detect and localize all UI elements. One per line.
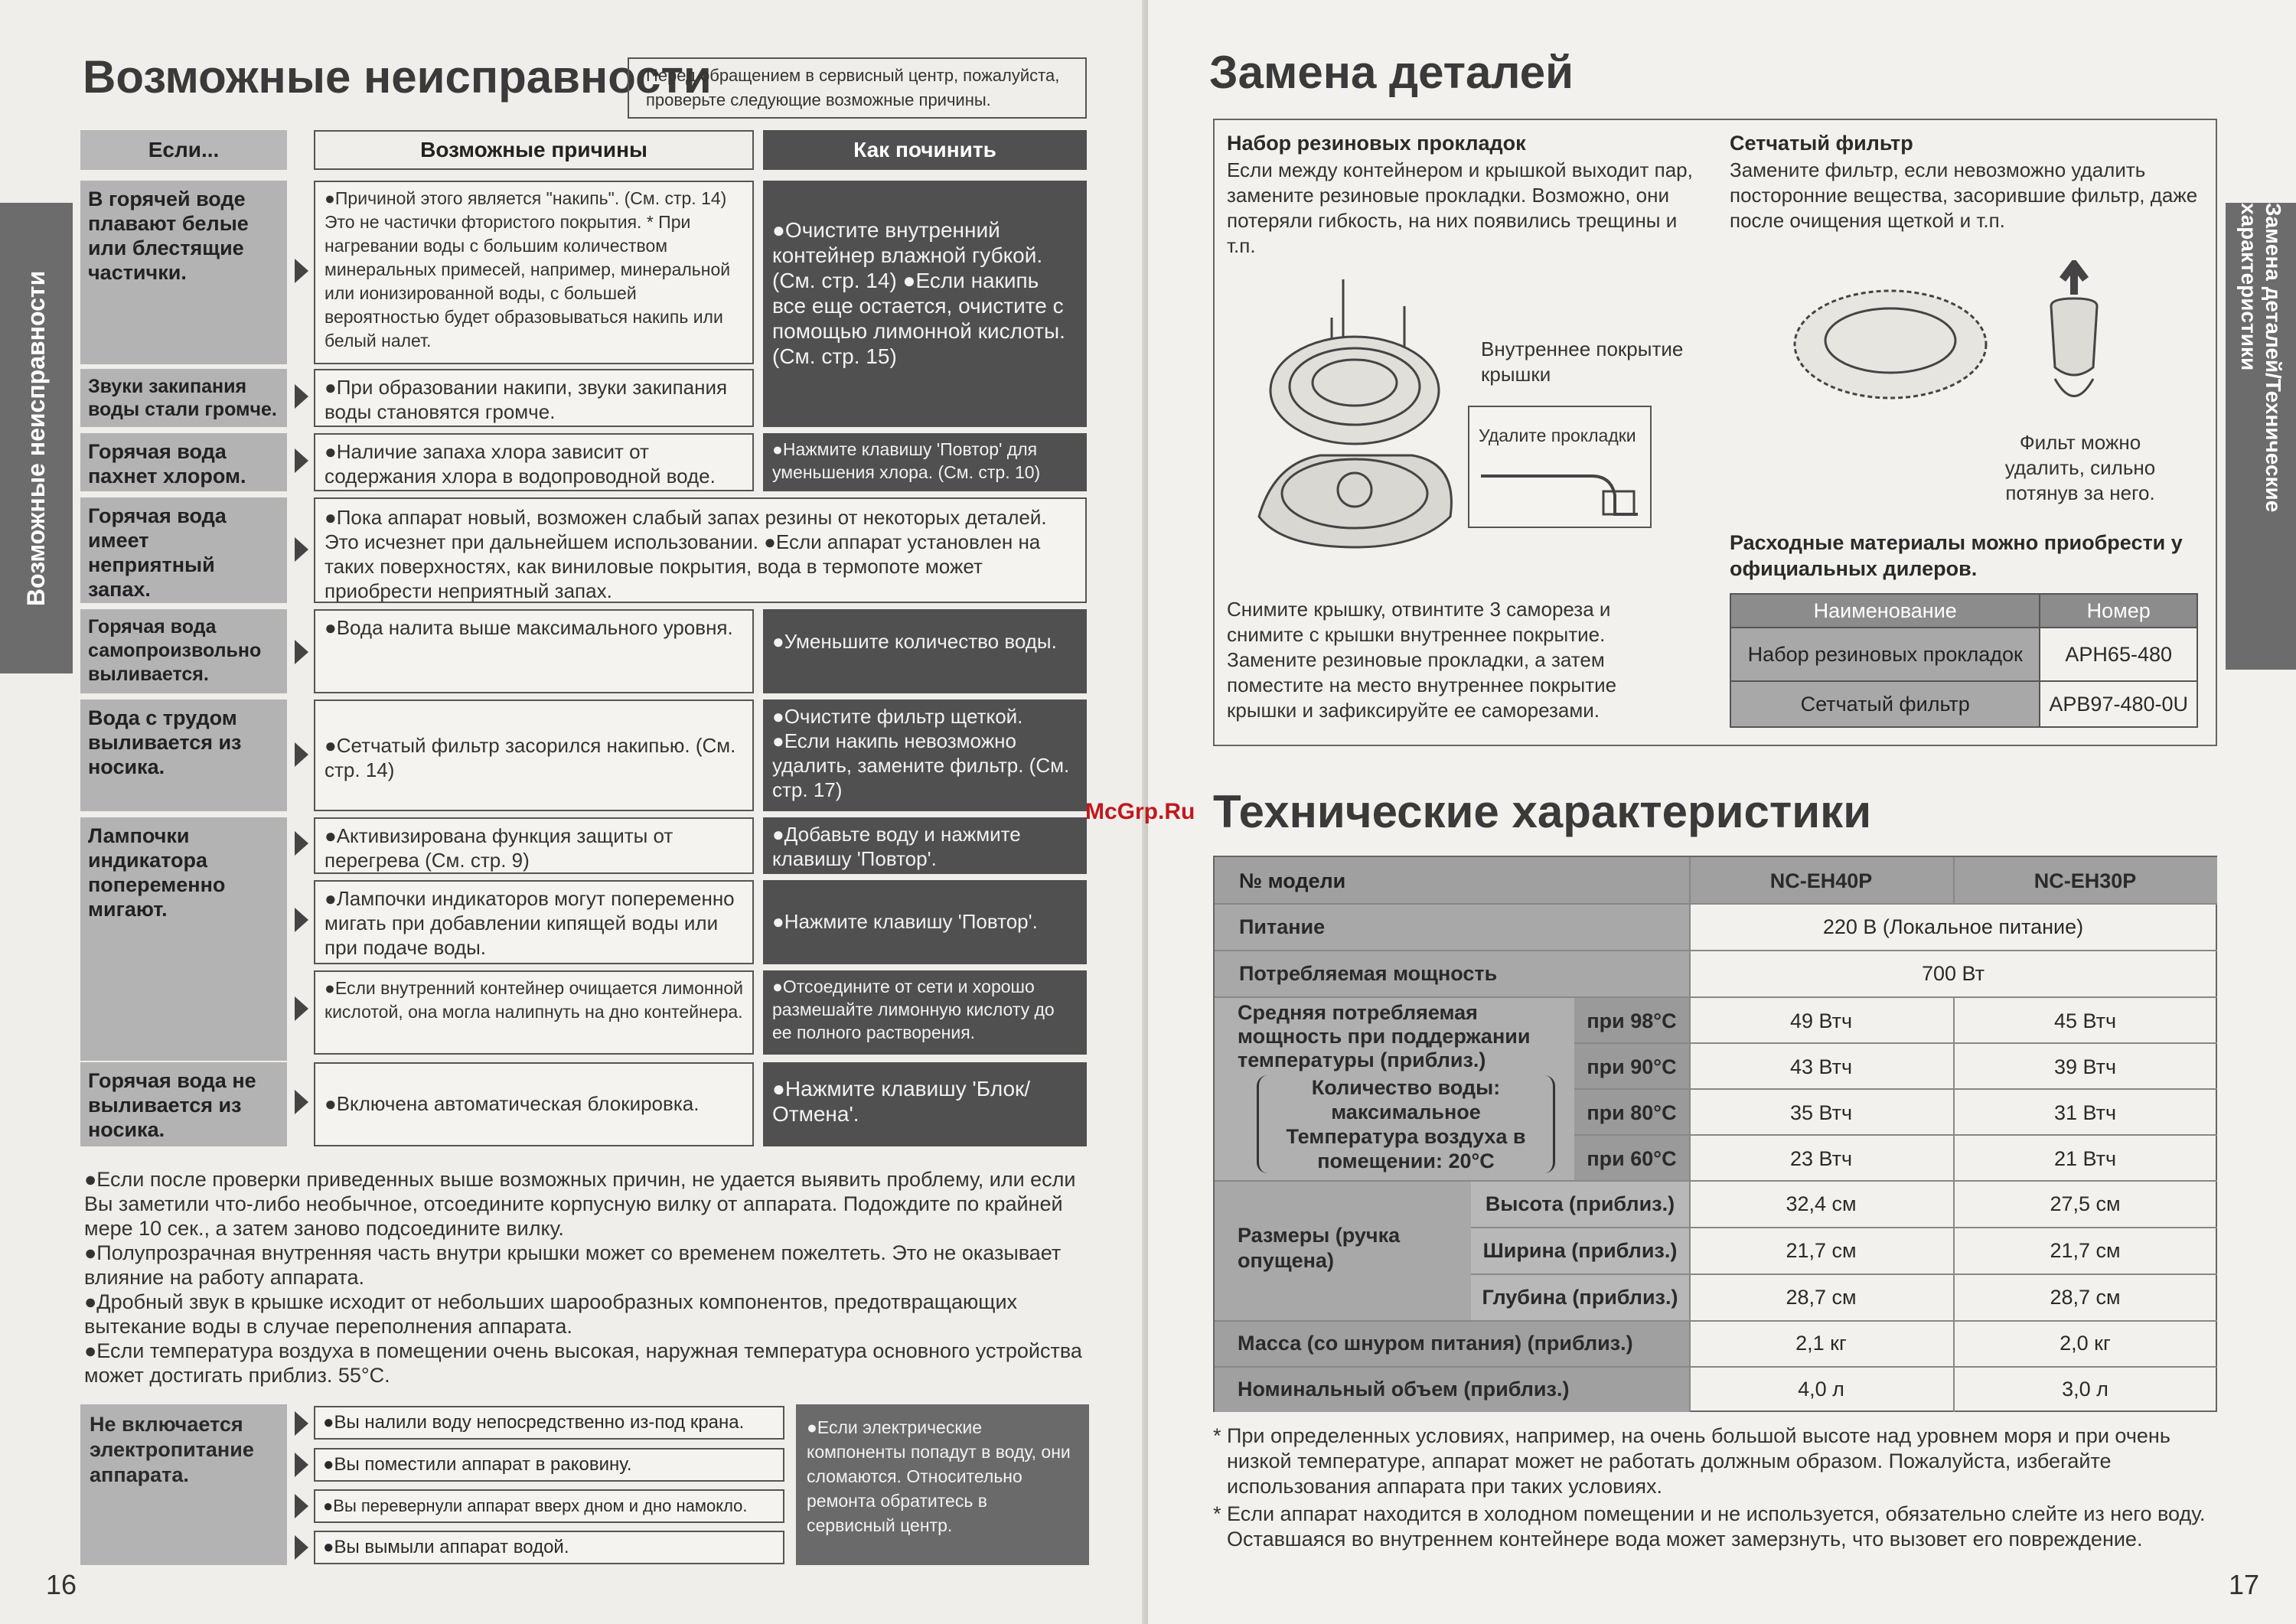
- lid-assembly-illustration: [1228, 272, 1473, 563]
- general-notes: [84, 1167, 1094, 1388]
- arrow-icon: [295, 1535, 308, 1560]
- mass-b: 2,0 кг: [2060, 1332, 2111, 1355]
- avg-conditions: Количество воды: максимальное Температура воздуха в помещении: 20°C: [1257, 1075, 1555, 1173]
- consumables-heading: Расходные материалы можно приобрести у официальных дилеров.: [1730, 531, 2183, 580]
- temp-80: при 80°C: [1587, 1101, 1677, 1124]
- header-causes: Возможные причины: [314, 130, 754, 170]
- note: ●Дробный звук в крышке исходит от небольших шарообразных компонентов, предотвращающих вытекание воды в случае переполнения аппарата.: [84, 1290, 1018, 1338]
- cause-citric-acid: ●Если внутренний контейнер очищается лимонной кислотой, она могла налипнуть на дно контейнера.: [314, 970, 754, 1055]
- avg-80-b: 31 Втч: [2053, 1101, 2117, 1124]
- condition-no-pour: Горячая вода не выливается из носика.: [80, 1062, 287, 1146]
- condition-bad-smell: Горячая вода имеет неприятный запах.: [80, 497, 287, 603]
- fix-spontaneous-pour: ●Уменьшите количество воды.: [763, 609, 1087, 693]
- footnote: * При определенных условиях, например, на очень большой высоте над уровнем моря и при очень низкой температуре, аппарат может не работать должным образом. Пожалуйста, избегайте использования аппарата при таких условиях.: [1213, 1424, 2170, 1498]
- arrow-icon: [295, 259, 308, 283]
- volume-label: Номинальный объем (приблиз.): [1238, 1378, 1570, 1401]
- avg-90-b: 39 Втч: [2053, 1055, 2117, 1078]
- cause-boiling-water-added: ●Лампочки индикаторов могут попеременно мигать при добавлении кипящей воды или при подаче воды.: [314, 880, 754, 964]
- dim-height: Высота (приблиз.): [1485, 1192, 1675, 1215]
- dim-depth-a: 28,7 см: [1786, 1286, 1857, 1309]
- avg-60-b: 21 Втч: [2053, 1147, 2117, 1170]
- cause-white-particles: ●Причиной этого является "накипь". (См. стр. 14) Это не частички фтористого покрытия. * При нагревании воды с большим количеством минеральных примесей, например, минеральной или ионизированной воды, с большей вероятностью будет образовываться накипь или белый налет.: [314, 181, 754, 364]
- arrow-icon: [295, 1411, 308, 1436]
- cause-sink: ●Вы поместили аппарат в раковину.: [314, 1448, 784, 1482]
- dim-width-b: 21,7 см: [2050, 1239, 2121, 1262]
- arrow-icon: [295, 1453, 308, 1477]
- page-number-left: 16: [46, 1569, 77, 1600]
- consumption-label: Потребляемая мощность: [1239, 962, 1498, 985]
- arrow-icon: [295, 537, 308, 562]
- arrow-icon: [295, 640, 308, 664]
- cause-louder-boiling: ●При образовании накипи, звуки закипания воды становятся громче.: [314, 369, 754, 427]
- fix-chlorine-smell: ●Нажмите клавишу 'Повтор' для уменьшения хлора. (См. стр. 10): [763, 433, 1087, 491]
- volume-a: 4,0 л: [1798, 1378, 1844, 1401]
- condition-white-particles: В горячей воде плавают белые или блестящие частички.: [80, 181, 287, 364]
- item-number: APH65-480: [2040, 628, 2197, 681]
- condition-no-power: Не включается электропитание аппарата.: [80, 1404, 287, 1565]
- arrow-icon: [295, 1090, 308, 1114]
- note: ●Полупрозрачная внутренняя часть внутри крышки может со временем пожелтеть. Это не оказывает влияние на работу аппарата.: [84, 1241, 1062, 1289]
- model-a: NC-EH40P: [1769, 869, 1873, 892]
- cause-upside-down: ●Вы перевернули аппарат вверх дном и дно намокло.: [314, 1489, 784, 1523]
- fix-white-particles: ●Очистите внутренний контейнер влажной губкой. (См. стр. 14) ●Если накипь все еще остается, очистите с помощью лимонной кислоты. (См. стр. 15): [763, 181, 1087, 427]
- condition-louder-boiling: Звуки закипания воды стали громче.: [80, 369, 287, 427]
- dims-label: Размеры (ручка опущена): [1238, 1224, 1401, 1272]
- filter-text: Замените фильтр, если невозможно удалить посторонние вещества, засорившие фильтр, даже после очищения щеткой и т.п.: [1730, 158, 2198, 232]
- callout-inner-cover: Внутреннее покрытие крышки: [1481, 338, 1684, 386]
- avg-90-a: 43 Втч: [1789, 1055, 1853, 1078]
- fix-no-power: ●Если электрические компоненты попадут в воду, они сломаются. Относительно ремонта обратитесь в сервисный центр.: [796, 1404, 1089, 1565]
- filter-illustration: [1791, 260, 2128, 429]
- table-row: [1730, 681, 2197, 727]
- dim-height-a: 32,4 см: [1786, 1192, 1857, 1215]
- condition-hard-pour: Вода с трудом выливается из носика.: [80, 699, 287, 811]
- side-tab-troubleshooting: Возможные неисправности: [0, 203, 73, 673]
- table-row: [1730, 628, 2197, 681]
- avg-98-a: 49 Втч: [1789, 1009, 1853, 1032]
- volume-b: 3,0 л: [2062, 1378, 2108, 1401]
- cause-hard-pour: ●Сетчатый фильтр засорился накипью. (См. стр. 14): [314, 699, 754, 811]
- consumption-value: 700 Вт: [1921, 962, 1985, 985]
- col-number: Номер: [2040, 594, 2197, 628]
- fix-citric-acid: ●Отсоедините от сети и хорошо размешайте лимонную кислоту до ее полного растворения.: [763, 970, 1087, 1055]
- cause-chlorine-smell: ●Наличие запаха хлора зависит от содержания хлора в водопроводной воде.: [314, 433, 754, 491]
- troubleshooting-title: Возможные неисправности: [83, 51, 712, 103]
- specs-table: [1213, 856, 2217, 1412]
- mass-label: Масса (со шнуром питания) (приблиз.): [1238, 1332, 1633, 1355]
- mass-a: 2,1 кг: [1795, 1332, 1847, 1355]
- header-if: Если...: [80, 130, 287, 170]
- specs-footnotes: [1213, 1423, 2208, 1554]
- cause-bad-smell: ●Пока аппарат новый, возможен слабый запах резины от некоторых деталей. Это исчезнет при дальнейшем использовании. ●Если аппарат установлен на таких поверхностях, как виниловые покрытия, вода в термопоте может приобрести неприятный запах.: [314, 497, 1087, 603]
- condition-blinking-lamps: Лампочки индикатора попеременно мигают.: [80, 817, 287, 1061]
- page-number-right: 17: [2229, 1569, 2260, 1600]
- dim-depth-b: 28,7 см: [2050, 1286, 2121, 1309]
- avg-label: Средняя потребляемая мощность при поддержании температуры (приблиз.): [1238, 1001, 1531, 1071]
- power-label: Питание: [1239, 915, 1326, 938]
- power-value: 220 В (Локальное питание): [1822, 915, 2084, 938]
- condition-spontaneous-pour: Горячая вода самопроизвольно выливается.: [80, 609, 287, 693]
- gaskets-heading: Набор резиновых прокладок: [1227, 132, 1526, 155]
- gasket-icon: [1477, 461, 1645, 522]
- condition-chlorine-smell: Горячая вода пахнет хлором.: [80, 433, 287, 491]
- filter-heading: Сетчатый фильтр: [1730, 132, 1913, 155]
- remove-gaskets-box: [1468, 406, 1652, 528]
- item-number: APB97-480-0U: [2040, 681, 2197, 727]
- model-label: № модели: [1239, 869, 1346, 892]
- dim-width-a: 21,7 см: [1786, 1239, 1857, 1262]
- cause-washed: ●Вы вымыли аппарат водой.: [314, 1531, 784, 1564]
- note: ●Если температура воздуха в помещении очень высокая, наружная температура основного устройства может достигать приблиз. 55°C.: [84, 1339, 1082, 1387]
- avg-80-a: 35 Втч: [1789, 1101, 1853, 1124]
- header-fix: Как починить: [763, 130, 1087, 170]
- temp-90: при 90°C: [1587, 1055, 1677, 1078]
- arrow-icon: [295, 1494, 308, 1518]
- gaskets-text: Если между контейнером и крышкой выходит пар, замените резиновые прокладки. Возможно, они потеряли гибкость, на них появились трещины и т.п.: [1227, 158, 1693, 257]
- item-name: Сетчатый фильтр: [1730, 681, 2040, 727]
- dim-width: Ширина (приблиз.): [1482, 1239, 1678, 1262]
- cause-overheat: ●Активизирована функция защиты от перегрева (См. стр. 9): [314, 817, 754, 874]
- arrow-icon: [295, 996, 308, 1021]
- arrow-icon: [295, 384, 308, 409]
- col-name: Наименование: [1730, 594, 2040, 628]
- temp-60: при 60°C: [1587, 1147, 1677, 1170]
- fix-overheat: ●Добавьте воду и нажмите клавишу 'Повтор'.: [763, 817, 1087, 874]
- arrow-icon: [295, 448, 308, 473]
- avg-60-a: 23 Втч: [1789, 1147, 1853, 1170]
- dim-depth: Глубина (приблиз.): [1482, 1286, 1678, 1309]
- gaskets-instructions: Снимите крышку, отвинтите 3 самореза и снимите с крышки внутреннее покрытие. Замените резиновые прокладки, а затем поместите на место внутреннее покрытие крышки и зафиксируйте ее саморезами.: [1227, 598, 1617, 722]
- dim-height-b: 27,5 см: [2050, 1192, 2121, 1215]
- cause-auto-lock: ●Включена автоматическая блокировка.: [314, 1062, 754, 1146]
- cause-spontaneous-pour: ●Вода налита выше максимального уровня.: [314, 609, 754, 693]
- watermark: McGrp.Ru: [1085, 799, 1195, 824]
- fix-hard-pour: ●Очистите фильтр щеткой. ●Если накипь невозможно удалить, замените фильтр. (См. стр. 17): [763, 699, 1087, 811]
- arrow-icon: [295, 831, 308, 856]
- parts-title: Замена деталей: [1209, 47, 1574, 98]
- avg-98-b: 45 Втч: [2053, 1009, 2117, 1032]
- cause-tap-water: ●Вы налили воду непосредственно из-под крана.: [314, 1406, 784, 1440]
- footnote: * Если аппарат находится в холодном помещении и не используется, обязательно слейте из него воду. Оставшаяся во внутреннем контейнере вода может замерзнуть, что вызовет его повреждение.: [1213, 1502, 2206, 1551]
- temp-98: при 98°C: [1587, 1009, 1677, 1032]
- item-name: Набор резиновых прокладок: [1730, 628, 2040, 681]
- specs-title: Технические характеристики: [1213, 786, 1872, 837]
- side-tab-parts-specs: Замена деталей/Технические характеристики: [2226, 203, 2296, 670]
- consumables-table: [1730, 593, 2198, 728]
- note: ●Если после проверки приведенных выше возможных причин, не удается выявить проблему, или если Вы заметили что-либо необычное, отсоедините корпусную вилку от аппарата. Подождите по крайней мере 10 сек., а затем заново подсоедините вилку.: [84, 1168, 1076, 1240]
- callout-remove-gaskets: Удалите прокладки: [1479, 426, 1636, 445]
- arrow-icon: [295, 742, 308, 767]
- fix-auto-lock: ●Нажмите клавишу 'Блок/ Отмена'.: [763, 1062, 1087, 1146]
- model-b: NC-EH30P: [2033, 869, 2137, 892]
- arrow-icon: [295, 908, 308, 932]
- fix-boiling-water-added: ●Нажмите клавишу 'Повтор'.: [763, 880, 1087, 964]
- filter-callout: Фильт можно удалить, сильно потянув за него.: [2004, 431, 2156, 504]
- service-notice: Перед обращением в сервисный центр, пожалуйста, проверьте следующие возможные причины.: [628, 57, 1087, 119]
